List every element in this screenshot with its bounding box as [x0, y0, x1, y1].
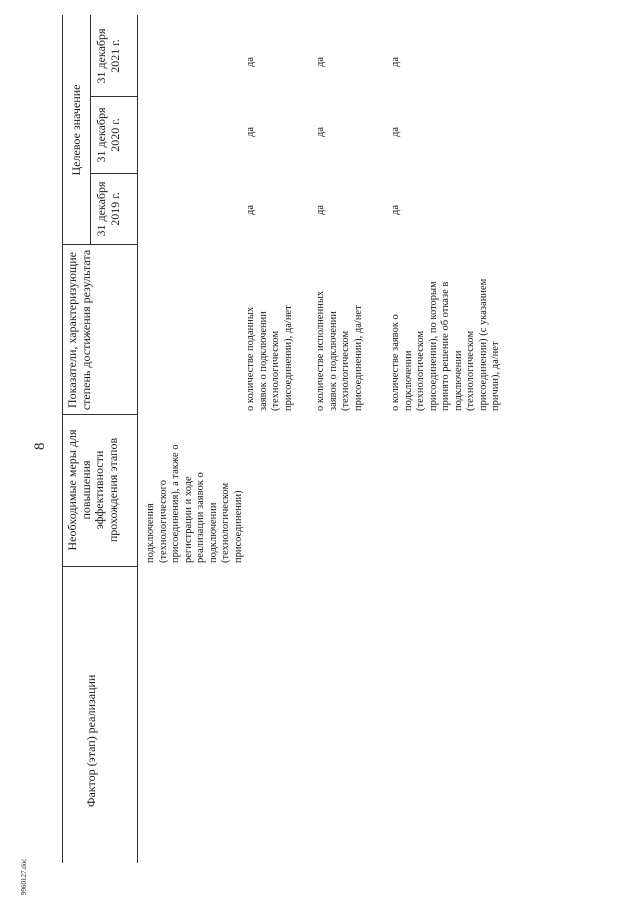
indicator-line: заявок о подключении	[327, 311, 339, 411]
indicator-line: подключении	[402, 350, 414, 411]
indicator-cell-row-1	[245, 247, 295, 411]
indicator-line: подключении	[452, 350, 464, 411]
measure-line: присоединении)	[232, 490, 244, 563]
footer-doc-id: 9960127.doc	[20, 858, 28, 895]
header-target: Целевое значение	[69, 84, 83, 176]
col-border-2	[62, 414, 138, 415]
value-row-3-2019: да	[390, 204, 401, 215]
value-row-2-2019: да	[315, 204, 326, 215]
header-indicators: Показатели, характеризующие степень достижения результата	[65, 249, 93, 411]
indicator-line: о количестве поданных	[245, 306, 256, 411]
col-border-4	[90, 173, 138, 174]
indicator-line: принято решение об отказе в	[440, 281, 451, 411]
value-row-3-2020: да	[390, 126, 401, 137]
page-number: 8	[32, 442, 48, 450]
measure-line: присоединения), а также о	[170, 444, 181, 563]
header-factor: Фактор (этап) реализации	[84, 674, 98, 807]
measure-line: подключении	[207, 502, 219, 563]
col-border-3	[62, 244, 138, 245]
indicator-line: о количестве заявок о	[390, 314, 401, 411]
indicator-cell-row-2	[315, 247, 365, 411]
header-measures: Необходимые меры для повышения эффективности прохождения этапов	[65, 429, 120, 551]
header-bottom-border	[137, 15, 138, 863]
measure-line: (технологического	[157, 480, 169, 563]
value-row-2-2020: да	[315, 126, 326, 137]
indicator-line: о количестве исполненных	[315, 290, 326, 411]
indicator-cell-row-3	[390, 247, 503, 411]
col-border-5	[90, 96, 138, 97]
header-year-2020: 31 декабря 2020 г.	[94, 107, 122, 163]
measure-line: реализации заявок о	[195, 472, 206, 563]
indicator-line: (технологическом	[270, 330, 281, 411]
measures-cell	[145, 415, 245, 563]
measure-line: (технологическом	[220, 482, 231, 563]
indicator-line: (технологическом	[415, 330, 426, 411]
measure-line: подключения	[145, 503, 156, 563]
value-row-1-2020: да	[245, 126, 256, 137]
value-row-1-2019: да	[245, 204, 256, 215]
indicator-line: присоединении), да/нет	[282, 305, 294, 411]
indicator-line: (технологическом	[465, 330, 476, 411]
value-row-1-2021: да	[245, 56, 256, 67]
measure-line: регистрации и ходе	[182, 476, 194, 563]
table-top-border	[62, 15, 63, 863]
indicator-line: присоединении), по которым	[427, 281, 439, 411]
indicator-line: заявок о подключении	[257, 311, 269, 411]
col-border-1	[62, 566, 138, 567]
value-row-3-2021: да	[390, 56, 401, 67]
indicator-line: присоединении) (с указанием	[477, 278, 489, 411]
indicator-line: присоединении), да/нет	[352, 305, 364, 411]
value-row-2-2021: да	[315, 56, 326, 67]
indicator-line: причин), да/нет	[490, 341, 501, 411]
indicator-line: (технологическом	[340, 330, 351, 411]
header-year-2021: 31 декабря 2021 г.	[94, 28, 122, 84]
target-subheader-border	[90, 15, 91, 245]
header-year-2019: 31 декабря 2019 г.	[94, 181, 122, 237]
